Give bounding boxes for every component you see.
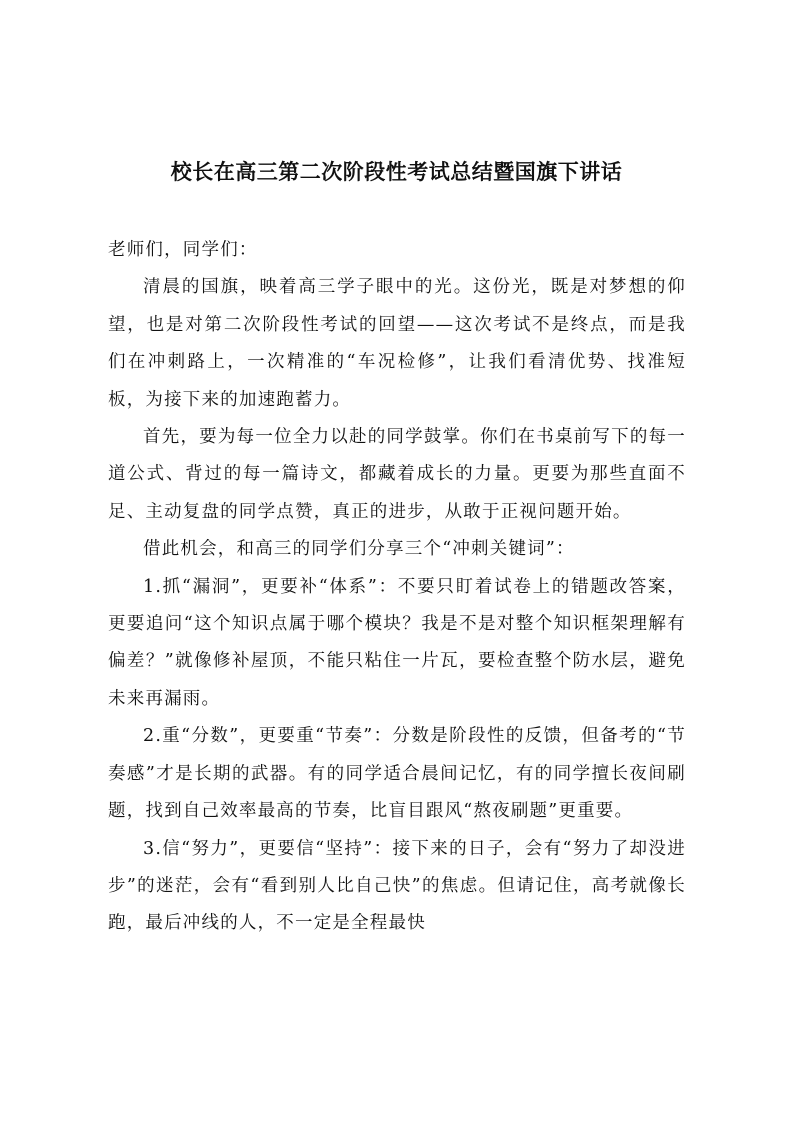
paragraph-keyword-2: 2.重“分数”，更要重“节奏”：分数是阶段性的反馈，但备考的“节奏感”才是长期的武器。有的同学适合晨间记忆，有的同学擅长夜间刷题，找到自己效率最高的节奏，比盲目跟风“熬夜刷题”更重要。 <box>108 726 686 822</box>
paragraph-keyword-3: 3.信“努力”，更要信“坚持”：接下来的日子，会有“努力了却没进步”的迷茫，会有“看到别人比自己快”的焦虑。但请记住，高考就像长跑，最后冲线的人，不一定是全程最快 <box>108 838 686 934</box>
paragraph-intro: 清晨的国旗，映着高三学子眼中的光。这份光，既是对梦想的仰望，也是对第二次阶段性考试的回望——这次考试不是终点，而是我们在冲刺路上，一次精准的“车况检修”，让我们看清优势、找准短板，为接下来的加速跑蓄力。 <box>108 277 686 410</box>
paragraph-keywords-intro: 借此机会，和高三的同学们分享三个“冲刺关键词”： <box>143 539 575 560</box>
document-title: 校长在高三第二次阶段性考试总结暨国旗下讲话 <box>170 160 623 184</box>
paragraph-applause: 首先，要为每一位全力以赴的同学鼓掌。你们在书桌前写下的每一道公式、背过的每一篇诗文，都藏着成长的力量。更要为那些直面不足、主动复盘的同学点赞，真正的进步，从敢于正视问题开始。 <box>108 427 686 522</box>
salutation: 老师们，同学们： <box>108 240 258 260</box>
document-body <box>108 232 686 943</box>
paragraph-keyword-1: 1.抓“漏洞”，更要补“体系”：不要只盯着试卷上的错题改答案，更要追问“这个知识点属于哪个模块？我是不是对整个知识框架理解有偏差？”就像修补屋顶，不能只粘住一片瓦，要检查整个防水层，避免未来再漏雨。 <box>108 576 686 709</box>
